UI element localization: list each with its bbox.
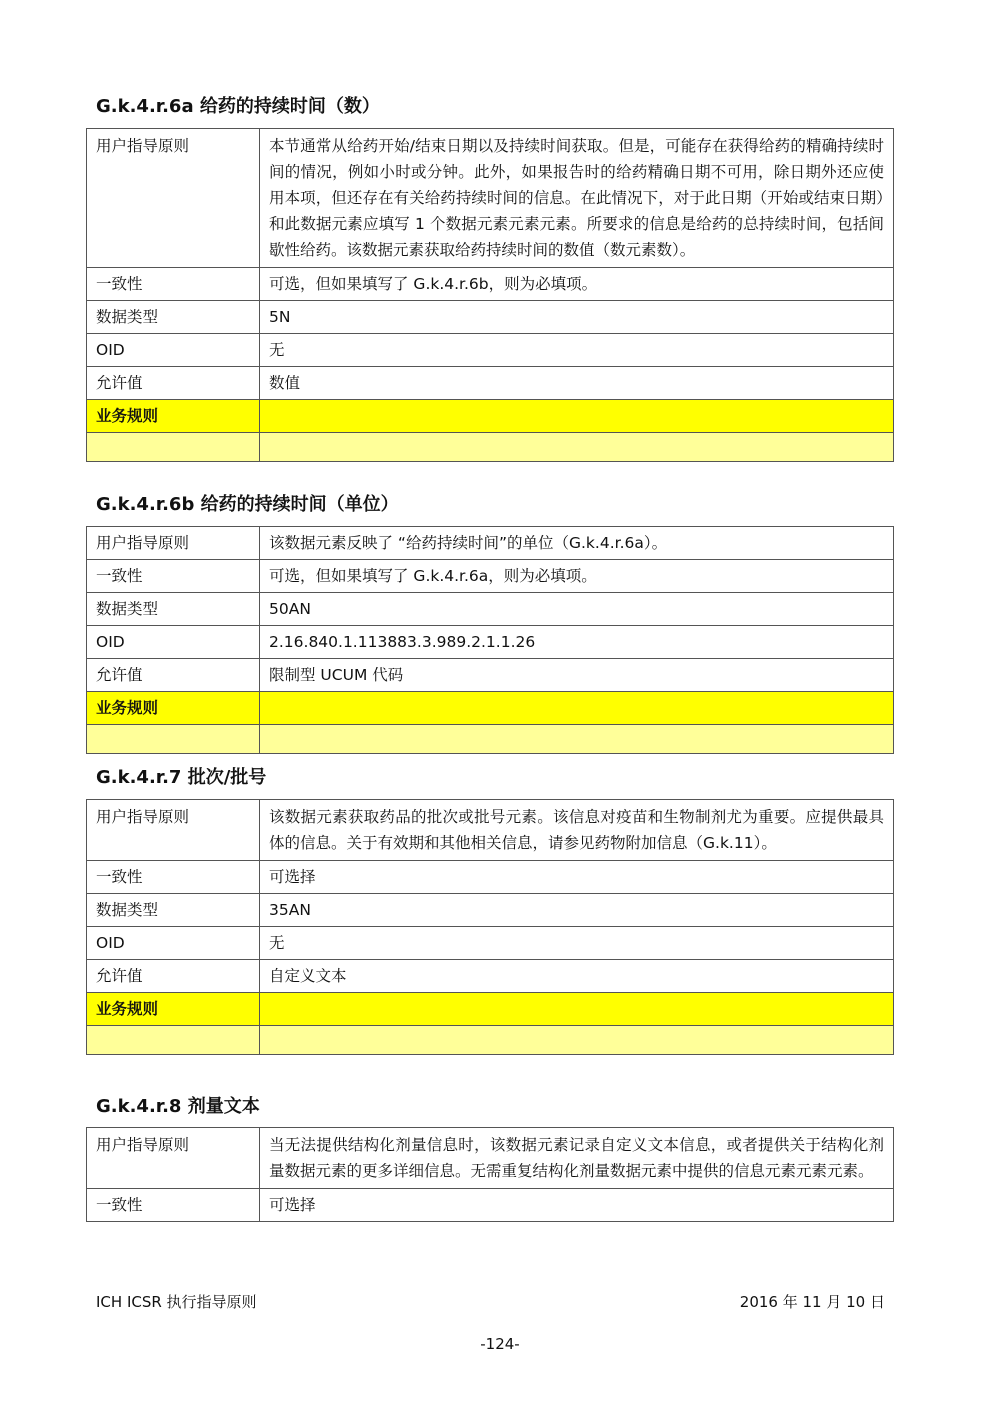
business-rules-content-row (87, 1026, 894, 1055)
guideline-value: 该数据元素反映了 “给药持续时间”的单位（G.k.4.r.6a）。 (260, 527, 894, 560)
business-rules-content-row (87, 725, 894, 754)
empty-cell (87, 433, 260, 462)
table-row (87, 129, 894, 268)
business-rules-label: 业务规则 (87, 993, 260, 1026)
business-rules-label: 业务规则 (87, 692, 260, 725)
oid-value: 无 (260, 927, 894, 960)
allowed-value: 限制型 UCUM 代码 (260, 659, 894, 692)
spec-table-g-k-4-r-8 (86, 1127, 894, 1222)
business-rules-content-row (87, 433, 894, 462)
business-rules-row (87, 692, 894, 725)
datatype-value: 50AN (260, 593, 894, 626)
table-row (87, 861, 894, 894)
spec-table-g-k-4-r-7 (86, 799, 894, 1055)
datatype-value: 35AN (260, 894, 894, 927)
table-row (87, 626, 894, 659)
allowed-label: 允许值 (87, 960, 260, 993)
empty-cell (260, 1026, 894, 1055)
guideline-value: 本节通常从给药开始/结束日期以及持续时间获取。但是，可能存在获得给药的精确持续时间的情况，例如小时或分钟。此外，如果报告时的给药精确日期不可用，除日期外还应使用本项，但还存在有关给药持续时间的信息。在此情况下，对于此日期（开始或结束日期）和此数据元素应填写 1 个数据元素元素元素。所要求的信息是给药的总持续时间，包括间歇性给药。该数据元素获取给药持续时间的数值（数元素数）。 (260, 129, 894, 268)
guideline-label: 用户指导原则 (87, 129, 260, 268)
table-row (87, 800, 894, 861)
oid-value: 无 (260, 334, 894, 367)
allowed-value: 自定义文本 (260, 960, 894, 993)
table-row (87, 560, 894, 593)
allowed-label: 允许值 (87, 659, 260, 692)
table-row (87, 659, 894, 692)
table-row (87, 1128, 894, 1189)
datatype-label: 数据类型 (87, 301, 260, 334)
datatype-label: 数据类型 (87, 593, 260, 626)
table-row (87, 334, 894, 367)
guideline-value: 当无法提供结构化剂量信息时，该数据元素记录自定义文本信息，或者提供关于结构化剂量数据元素的更多详细信息。无需重复结构化剂量数据元素中提供的信息元素元素元素。 (260, 1128, 894, 1189)
footer-date: 2016 年 11 月 10 日 (739, 1293, 885, 1311)
conformance-value: 可选择 (260, 1189, 894, 1222)
oid-label: OID (87, 334, 260, 367)
datatype-label: 数据类型 (87, 894, 260, 927)
spec-table-g-k-4-r-6a (86, 128, 894, 462)
business-rules-value (260, 400, 894, 433)
empty-cell (260, 725, 894, 754)
table-row (87, 960, 894, 993)
guideline-label: 用户指导原则 (87, 1128, 260, 1189)
conformance-value: 可选择 (260, 861, 894, 894)
footer-document-title: ICH ICSR 执行指导原则 (96, 1293, 257, 1311)
section-title-g-k-4-r-8: G.k.4.r.8 剂量文本 (96, 1096, 260, 1117)
oid-label: OID (87, 626, 260, 659)
business-rules-value (260, 993, 894, 1026)
conformance-value: 可选，但如果填写了 G.k.4.r.6a，则为必填项。 (260, 560, 894, 593)
conformance-value: 可选，但如果填写了 G.k.4.r.6b，则为必填项。 (260, 268, 894, 301)
table-row (87, 593, 894, 626)
section-title-g-k-4-r-6a: G.k.4.r.6a 给药的持续时间（数） (96, 96, 380, 117)
table-row (87, 268, 894, 301)
conformance-label: 一致性 (87, 560, 260, 593)
table-row (87, 367, 894, 400)
table-row (87, 1189, 894, 1222)
spec-table-g-k-4-r-6b (86, 526, 894, 754)
conformance-label: 一致性 (87, 861, 260, 894)
oid-value: 2.16.840.1.113883.3.989.2.1.1.26 (260, 626, 894, 659)
business-rules-label: 业务规则 (87, 400, 260, 433)
conformance-label: 一致性 (87, 268, 260, 301)
section-title-g-k-4-r-7: G.k.4.r.7 批次/批号 (96, 767, 267, 788)
empty-cell (260, 433, 894, 462)
business-rules-row (87, 993, 894, 1026)
page-number: -124- (480, 1335, 520, 1353)
table-row (87, 301, 894, 334)
section-title-g-k-4-r-6b: G.k.4.r.6b 给药的持续时间（单位） (96, 494, 399, 515)
datatype-value: 5N (260, 301, 894, 334)
business-rules-value (260, 692, 894, 725)
allowed-label: 允许值 (87, 367, 260, 400)
table-row (87, 894, 894, 927)
empty-cell (87, 725, 260, 754)
empty-cell (87, 1026, 260, 1055)
table-row (87, 527, 894, 560)
business-rules-row (87, 400, 894, 433)
guideline-value: 该数据元素获取药品的批次或批号元素。该信息对疫苗和生物制剂尤为重要。应提供最具体的信息。关于有效期和其他相关信息，请参见药物附加信息（G.k.11）。 (260, 800, 894, 861)
oid-label: OID (87, 927, 260, 960)
conformance-label: 一致性 (87, 1189, 260, 1222)
allowed-value: 数值 (260, 367, 894, 400)
table-row (87, 927, 894, 960)
guideline-label: 用户指导原则 (87, 800, 260, 861)
guideline-label: 用户指导原则 (87, 527, 260, 560)
